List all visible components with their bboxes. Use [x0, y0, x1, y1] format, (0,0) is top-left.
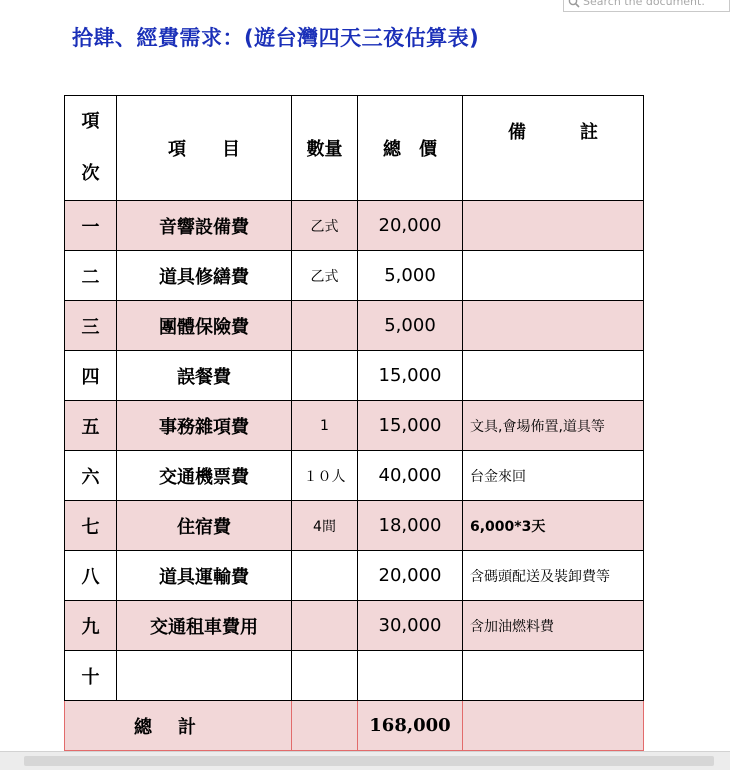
row-note: [463, 251, 644, 301]
row-note: 文具,會場佈置,道具等: [463, 401, 644, 451]
row-total: 20,000: [358, 201, 463, 251]
sum-label: 總計: [65, 701, 292, 751]
row-qty: [292, 301, 358, 351]
row-qty: [292, 351, 358, 401]
row-qty: [292, 651, 358, 701]
row-total: 40,000: [358, 451, 463, 501]
row-item: 道具修繕費: [117, 251, 292, 301]
row-item: 住宿費: [117, 501, 292, 551]
sum-qty: [292, 701, 358, 751]
row-note: 含加油燃料費: [463, 601, 644, 651]
table-header-row: [65, 96, 644, 201]
page-title: 拾肆、經費需求：(遊台灣四天三夜估算表): [72, 26, 480, 50]
row-item: 事務雜項費: [117, 401, 292, 451]
table-row: [65, 551, 644, 601]
row-item: 道具運輸費: [117, 551, 292, 601]
header-index: [65, 96, 117, 201]
row-note: [463, 651, 644, 701]
row-item: 交通機票費: [117, 451, 292, 501]
row-index: 七: [65, 501, 117, 551]
search-icon: [568, 0, 580, 8]
sum-value: 168,000: [358, 701, 463, 751]
row-total: [358, 651, 463, 701]
search-input[interactable]: [583, 0, 723, 8]
table-row: [65, 301, 644, 351]
sum-row: [65, 701, 644, 751]
row-total: 20,000: [358, 551, 463, 601]
row-note: 含碼頭配送及裝卸費等: [463, 551, 644, 601]
horizontal-scrollbar[interactable]: [0, 751, 730, 770]
header-index-top: 項: [81, 111, 100, 132]
table-row: [65, 401, 644, 451]
row-note: [463, 301, 644, 351]
row-item: 交通租車費用: [117, 601, 292, 651]
row-qty: 乙式: [292, 201, 358, 251]
row-note: 6,000*3天: [463, 501, 644, 551]
row-note: [463, 201, 644, 251]
budget-table: [64, 95, 644, 751]
row-index: 九: [65, 601, 117, 651]
row-qty: １０人: [292, 451, 358, 501]
row-qty: 乙式: [292, 251, 358, 301]
row-total: 5,000: [358, 301, 463, 351]
row-index: 四: [65, 351, 117, 401]
row-qty: [292, 601, 358, 651]
row-qty: 1: [292, 401, 358, 451]
row-total: 15,000: [358, 401, 463, 451]
row-qty: 4間: [292, 501, 358, 551]
row-item: [117, 651, 292, 701]
header-item: 項 目: [117, 96, 292, 201]
table-row: [65, 201, 644, 251]
header-qty: 數量: [292, 96, 358, 201]
row-index: 一: [65, 201, 117, 251]
search-box[interactable]: [563, 0, 730, 12]
row-total: 18,000: [358, 501, 463, 551]
row-index: 六: [65, 451, 117, 501]
scrollbar-thumb[interactable]: [24, 756, 714, 766]
table-row: [65, 451, 644, 501]
table-row: [65, 651, 644, 701]
table-row: [65, 251, 644, 301]
row-total: 30,000: [358, 601, 463, 651]
row-index: 三: [65, 301, 117, 351]
row-index: 二: [65, 251, 117, 301]
header-note: 備 註: [463, 96, 644, 201]
table-row: [65, 501, 644, 551]
row-note: 台金來回: [463, 451, 644, 501]
row-index: 十: [65, 651, 117, 701]
row-total: 15,000: [358, 351, 463, 401]
table-row: [65, 601, 644, 651]
row-item: 團體保險費: [117, 301, 292, 351]
row-total: 5,000: [358, 251, 463, 301]
row-note: [463, 351, 644, 401]
sum-note: [463, 701, 644, 751]
header-index-bottom: 次: [81, 163, 100, 184]
row-index: 五: [65, 401, 117, 451]
table-row: [65, 351, 644, 401]
row-qty: [292, 551, 358, 601]
row-index: 八: [65, 551, 117, 601]
row-item: 音響設備費: [117, 201, 292, 251]
header-total: 總 價: [358, 96, 463, 201]
row-item: 誤餐費: [117, 351, 292, 401]
